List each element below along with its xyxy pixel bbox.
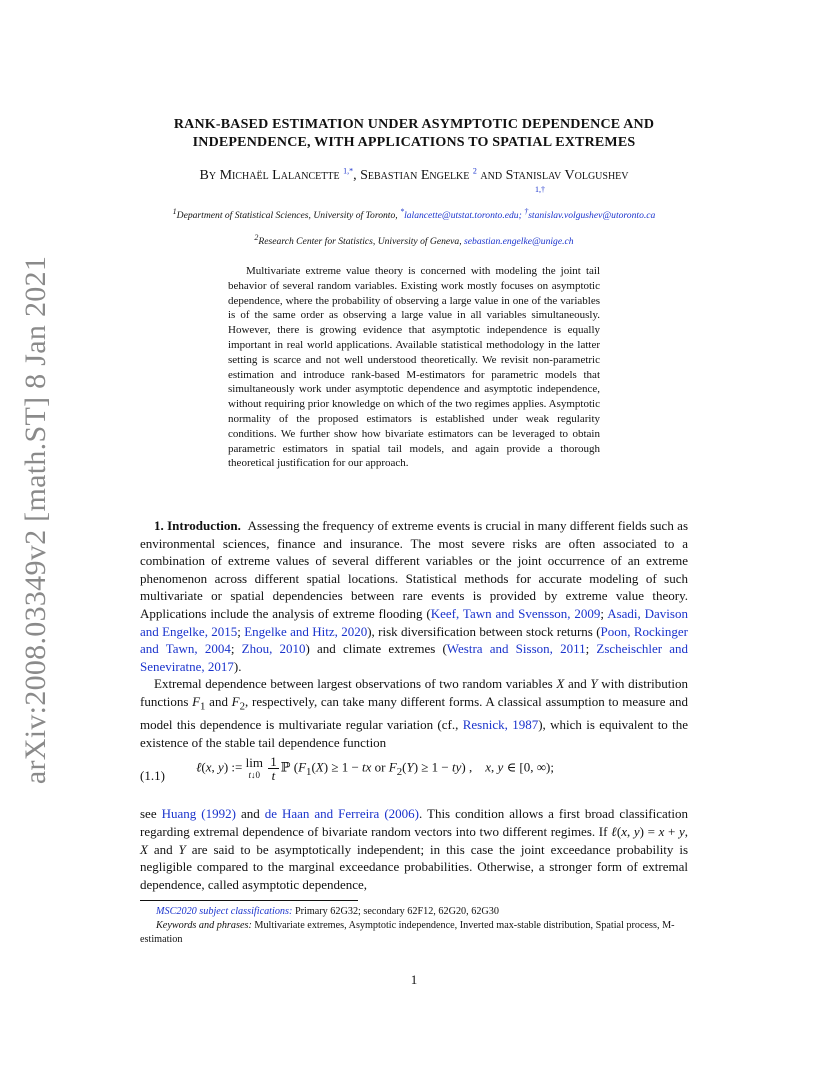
email-volgushev[interactable]: stanislav.volgushev@utoronto.ca	[528, 210, 656, 221]
section-heading: 1. Introduction.	[154, 518, 241, 533]
intro-paragraph-3: see Huang (1992) and de Haan and Ferreira (2006). This condition allows a first broad classification regarding extremal dependence of bivariate random vectors into two different regimes. If ℓ(x, y) = x + y, X and Y are said to be asymptotically independent; in this case the joint exceedance probability is negligible compared to the marginal exceedance probabilities. Otherwise, a stronger form of extremal dependence, called asymptotic dependence,	[140, 806, 689, 892]
citation-zscheischler[interactable]: Zscheischler and Seneviratne, 2017	[140, 641, 689, 674]
author-engelke: Sebastian Engelke	[360, 168, 470, 183]
author1-affiliation-mark[interactable]: 1,*	[343, 166, 354, 176]
footnote-rule	[140, 900, 358, 901]
arxiv-identifier	[14, 255, 58, 785]
intro-paragraph-1: 1. Introduction. Assessing the frequency of extreme events is crucial in many different fields such as environmental sciences, finance and insurance. The most severe risks are often associated to a combination of extreme values of several different variables or the joint occurrence of an extreme phenomenon across different spatial locations. Statistical methods for accurate modeling of such multivariate or spatial dependencies between rare events is provided by extreme value theory. Applications include the analysis of extreme flooding (Keef, Tawn and Svensson, 2009; Asadi, Davison and Engelke, 2015; Engelke and Hitz, 2020), risk diversification between stock returns (Poon, Rockinger and Tawn, 2004; Zhou, 2010) and climate extremes (Westra and Sisson, 2011; Zscheischler and Seneviratne, 2017).	[140, 518, 689, 674]
citation-poon[interactable]: Poon, Rockinger and Tawn, 2004	[140, 623, 688, 657]
page-number: 1	[410, 972, 418, 987]
email1-mark: *	[400, 206, 405, 216]
author-list: By Michaël Lalancette $^{1,*}$, Sebastian Engelke $^2$ and Stanislav Volgushev 1,†	[140, 168, 688, 198]
equation-label: (1.1)	[140, 768, 165, 784]
email-lalancette[interactable]: lalancette@utstat.toronto.edu;	[404, 210, 522, 221]
email2-mark: †	[524, 206, 529, 216]
aff1-text: Department of Statistical Sciences, University of Toronto,	[176, 210, 398, 221]
citation-asadi[interactable]: Asadi, Davison and Engelke, 2015	[140, 605, 688, 639]
author-volgushev: Stanislav Volgushev	[505, 168, 629, 183]
equation-1-1	[140, 755, 688, 799]
citation-huang[interactable]: Huang (1992)	[161, 806, 236, 822]
citation-westra[interactable]: Westra and Sisson, 2011	[446, 641, 586, 657]
abstract-text: Multivariate extreme value theory is concerned with modeling the joint tail behavior of several random variables. Existing work mostly focuses on asymptotic dependence, where the probability of observing a large value in one of the variables is of the same order as observing a large value in all variables simultaneously. However, there is growing evidence that asymptotic independence is equally important in real world applications. Available statistical methodology in the latter setting is scarce and not well understood theoretically. We revisit non-parametric estimation and introduce rank-based M-estimators for parametric models that simultaneously work under asymptotic dependence and asymptotic independence, without requiring prior knowledge on which of the two regimes applies. Asymptotic normality of the proposed estimators is established under weak regularity conditions. We further show how bivariate estimators can be leveraged to obtain parametric estimators in spatial tail models, and again provide a thorough theoretical justification for our approach.	[228, 265, 600, 470]
affiliation-1	[140, 206, 688, 221]
title-line-2: INDEPENDENCE, WITH APPLICATIONS TO SPATIAL EXTREMES	[192, 135, 636, 150]
paper-title	[140, 116, 688, 152]
msc-footnote: MSC2020 subject classifications: Primary 62G32; secondary 62F12, 62G20, 62G30	[156, 906, 499, 917]
email-engelke[interactable]: sebastian.engelke@unige.ch	[464, 236, 574, 247]
title-line-1: RANK-BASED ESTIMATION UNDER ASYMPTOTIC DEPENDENCE AND	[173, 117, 655, 132]
aff1-number: 1	[172, 206, 177, 216]
abstract	[228, 264, 600, 471]
author2-affiliation-mark[interactable]: 2	[472, 166, 477, 176]
author3-affiliation-mark[interactable]: 1,†	[535, 185, 545, 194]
and-label: and	[480, 168, 503, 183]
introduction-section	[140, 517, 688, 893]
citation-zhou[interactable]: Zhou, 2010	[241, 641, 306, 657]
footnotes	[140, 905, 688, 947]
aff2-number: 2	[254, 232, 259, 242]
citation-engelke-hitz[interactable]: Engelke and Hitz, 2020	[244, 623, 368, 639]
msc-link[interactable]: MSC2020 subject classifications:	[156, 906, 293, 917]
intro-paragraph-2: Extremal dependence between largest observations of two random variables X and Y with distribution functions $F_1$ and $F_2$, respectively, can take many different forms. A classical assumption to measure and model this dependence is multivariate regular variation (cf., Resnick, 1987), which is equivalent to the existence of the stable tail dependence function	[140, 676, 689, 750]
affiliation-2	[140, 232, 688, 247]
by-label: By	[199, 168, 217, 183]
arxiv-id-text: arXiv:2008.03349v2 [math.ST] 8 Jan 2021	[19, 255, 52, 785]
citation-keef[interactable]: Keef, Tawn and Svensson, 2009	[430, 605, 601, 621]
author-lalancette: Michaël Lalancette	[219, 168, 340, 183]
keywords-footnote: Keywords and phrases: Multivariate extremes, Asymptotic independence, Inverted max-stable distribution, Spatial process, M-estimation	[140, 920, 675, 945]
aff2-text: Research Center for Statistics, University of Geneva,	[258, 236, 462, 247]
citation-dehaan[interactable]: de Haan and Ferreira (2006)	[264, 806, 419, 822]
citation-resnick[interactable]: Resnick, 1987	[462, 717, 539, 733]
stable-tail-dependence-formula: ℓ(x, y) := lim t↓0 $\frac{1}{t}$ ℙ ($F_1(X) \ge 1$ − tx or $F_2(Y) \ge 1 - ty$) , x, y ∈ [0, ∞);	[196, 754, 554, 784]
